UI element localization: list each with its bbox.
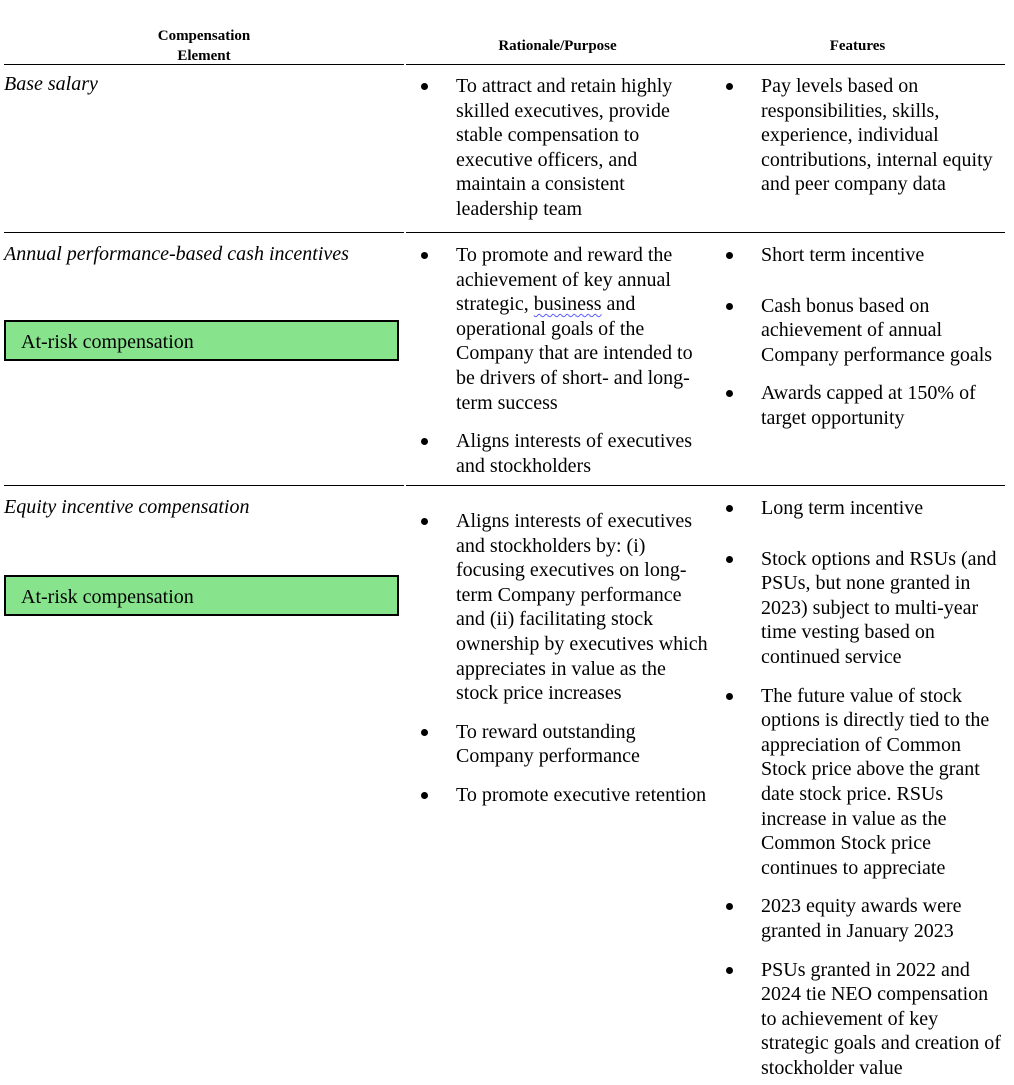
- rationale-item: To attract and retain highly skilled executives, provide stable compensation to executive officers, and maintain a consistent leadership team: [456, 74, 712, 222]
- row3-features-list: [761, 496, 1007, 1080]
- at-risk-badge-label: At-risk compensation: [21, 586, 194, 608]
- row2-rule-left: [4, 485, 404, 486]
- feature-item: Pay levels based on responsibilities, skills, experience, individual contributions, internal equity and peer company data: [761, 74, 1007, 197]
- rationale-item: To reward outstanding Company performance: [456, 720, 712, 769]
- feature-item: 2023 equity awards were granted in January 2023: [761, 894, 1007, 943]
- row1-rule-left: [4, 232, 404, 233]
- feature-item: Awards capped at 150% of target opportunity: [761, 381, 1007, 430]
- rationale-text-before: To promote and reward the achievement of key annual strategic,: [456, 244, 673, 316]
- spellcheck-word: business: [533, 293, 602, 316]
- header-features: Features: [829, 38, 886, 54]
- at-risk-badge-label: At-risk compensation: [21, 331, 194, 353]
- rationale-item: Aligns interests of executives and stockholders by: (i) focusing executives on long-term Company performance and (ii) facilitating stock ownership by executives which appreciates in value as the stock price increases: [456, 509, 712, 706]
- feature-item: Short term incentive: [761, 243, 1007, 268]
- row1-rule-right: [406, 232, 1005, 233]
- header-element-line1: Compensation: [157, 28, 251, 44]
- row2-rationale-list: [456, 243, 712, 478]
- rationale-text-after: and operational goals of the Company that are intended to be drivers of short- and long-term success: [456, 293, 693, 414]
- header-rule-right: [406, 64, 1005, 65]
- row2-features-list: [761, 243, 1007, 431]
- feature-item: The future value of stock options is directly tied to the appreciation of Common Stock price above the grant date stock price. RSUs increase in value as the Common Stock price continues to appreciate: [761, 684, 1007, 881]
- header-rule-left: [4, 64, 404, 65]
- rationale-item: [456, 243, 712, 415]
- feature-item: Cash bonus based on achievement of annual Company performance goals: [761, 294, 1007, 368]
- element-annual-cash-incentives: Annual performance-based cash incentives: [4, 243, 349, 265]
- feature-item: Stock options and RSUs (and PSUs, but none granted in 2023) subject to multi-year time vesting based on continued service: [761, 547, 1007, 670]
- header-element-line2: Element: [177, 48, 231, 64]
- rationale-item: Aligns interests of executives and stockholders: [456, 429, 712, 478]
- row3-rationale-list: [456, 509, 712, 808]
- feature-item: Long term incentive: [761, 496, 1007, 521]
- row1-rationale-list: [456, 74, 712, 222]
- element-equity-incentive: Equity incentive compensation: [4, 496, 250, 518]
- rationale-item: To promote executive retention: [456, 783, 712, 808]
- at-risk-badge: [4, 575, 399, 616]
- element-base-salary: Base salary: [4, 73, 98, 95]
- at-risk-badge: [4, 320, 399, 361]
- header-rationale: Rationale/Purpose: [498, 38, 617, 54]
- row2-rule-right: [406, 485, 1005, 486]
- feature-item: PSUs granted in 2022 and 2024 tie NEO compensation to achievement of key strategic goals and creation of stockholder value: [761, 958, 1007, 1081]
- row1-features-list: [761, 74, 1007, 197]
- header-compensation-element: [4, 26, 404, 66]
